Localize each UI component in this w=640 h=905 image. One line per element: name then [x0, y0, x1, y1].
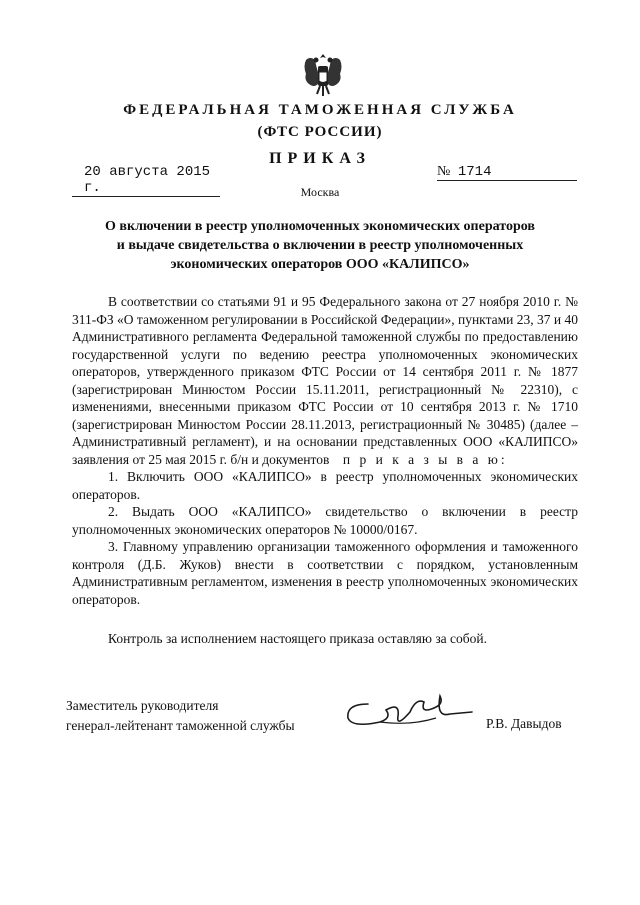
preamble-text: В соответствии со статьями 91 и 95 Федерального закона от 27 ноября 2010 г. № 311-ФЗ «О таможенном регулировании в Российской Федерации», пунктами 23, 37 и 40 Административного регламента Федеральной таможенной службы по предоставлению государственной услуги по ведению реестра уполномоченных экономических операторов, утвержденного приказом ФТС России от 14 сентября 2011 г. № 1877 (зарегистрирован Минюстом России 15.11.2011, регистрационный № 22310), с изменениями, внесенными приказом ФТС России от 10 сентября 2013 г. № 1710 (зарегистрирован Минюстом России 28.11.2013, регистрационный № 30485) (далее – Административный регламент), и на основании представленных ООО «КАЛИПСО» заявления от 25 мая 2015 г. б/н и документов — [72, 294, 578, 467]
title-line: экономических операторов ООО «КАЛИПСО» — [170, 257, 470, 272]
order-date: 20 августа 2015 г. — [72, 164, 220, 197]
closing-statement: Контроль за исполнением настоящего приказа оставляю за собой. — [108, 631, 487, 646]
city: Москва — [300, 185, 340, 199]
agency-short-name: (ФТС РОССИИ) — [257, 124, 383, 140]
document-body — [72, 293, 578, 608]
title-line: и выдаче свидетельства о включении в реестр уполномоченных — [116, 238, 524, 253]
number-value: 1714 — [457, 164, 492, 180]
number-label: № — [437, 164, 451, 179]
signer-position-line: Заместитель руководителя — [66, 698, 219, 713]
signer-position — [66, 696, 295, 736]
preamble-paragraph — [72, 293, 578, 468]
document-type: ПРИКАЗ — [269, 150, 371, 167]
handwritten-signature — [340, 688, 480, 736]
order-item-2: 2. Выдать ООО «КАЛИПСО» свидетельство о включении в реестр уполномоченных экономических операторов № 10000/0167. — [72, 504, 578, 537]
order-word: п р и к а з ы в а ю: — [342, 451, 508, 467]
agency-name: ФЕДЕРАЛЬНАЯ ТАМОЖЕННАЯ СЛУЖБА — [123, 102, 517, 118]
signer-name: Р.В. Давыдов — [486, 716, 562, 731]
signer-position-line: генерал-лейтенант таможенной службы — [66, 718, 295, 733]
document-title — [60, 217, 580, 274]
state-emblem-icon — [300, 50, 346, 100]
order-item-3: 3. Главному управлению организации таможенного оформления и таможенного контроля (Д.Б. Жуков) внести в соответствии с порядком, установленным Административным регламентом, изменения в реестр уполномоченных экономических операторов. — [72, 539, 578, 607]
title-line: О включении в реестр уполномоченных экономических операторов — [105, 219, 535, 234]
order-number — [437, 164, 577, 181]
order-item-1: 1. Включить ООО «КАЛИПСО» в реестр уполномоченных экономических операторов. — [72, 469, 578, 502]
